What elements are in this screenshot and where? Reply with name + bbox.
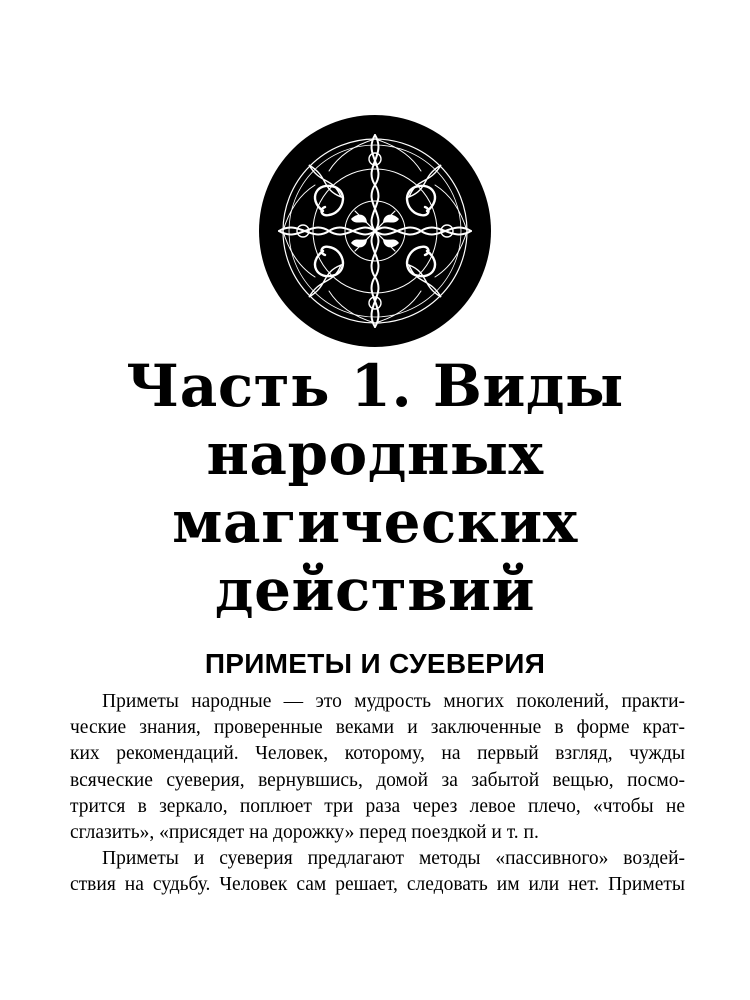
chapter-title-line: Часть 1. Виды xyxy=(126,352,624,420)
text-line: Приметы народные — это мудрость многих поколений, практи- xyxy=(102,691,685,712)
chapter-title-line: магических xyxy=(172,488,578,556)
chapter-title-line: действий xyxy=(214,556,536,624)
text-line: всяческие суеверия, вернувшись, домой за забытой вещью, посмо- xyxy=(70,769,685,791)
text-line: Приметы и суеверия предлагают методы «пассивного» воздей- xyxy=(102,848,685,870)
chapter-title-line: народных xyxy=(206,420,544,488)
text-line: сглазить», «присядет на дорожку» перед поездкой и т. п. xyxy=(70,822,539,844)
emblem-container xyxy=(0,115,750,347)
body-text xyxy=(70,689,685,899)
text-line: ких рекомендаций. Человек, которому, на первый взгляд, чужды xyxy=(70,743,685,765)
text-line: ствия на судьбу. Человек сам решает, следовать им или нет. Приметы xyxy=(70,874,685,896)
text-line: ческие знания, проверенные веками и заключенные в форме крат- xyxy=(70,717,685,739)
section-heading: ПРИМЕТЫ И СУЕВЕРИЯ xyxy=(204,648,546,679)
text-line: трится в зеркало, поплюет три раза через левое плечо, «чтобы не xyxy=(70,795,685,817)
chapter-title xyxy=(60,352,690,624)
celtic-knot-ornament-icon xyxy=(259,115,491,347)
